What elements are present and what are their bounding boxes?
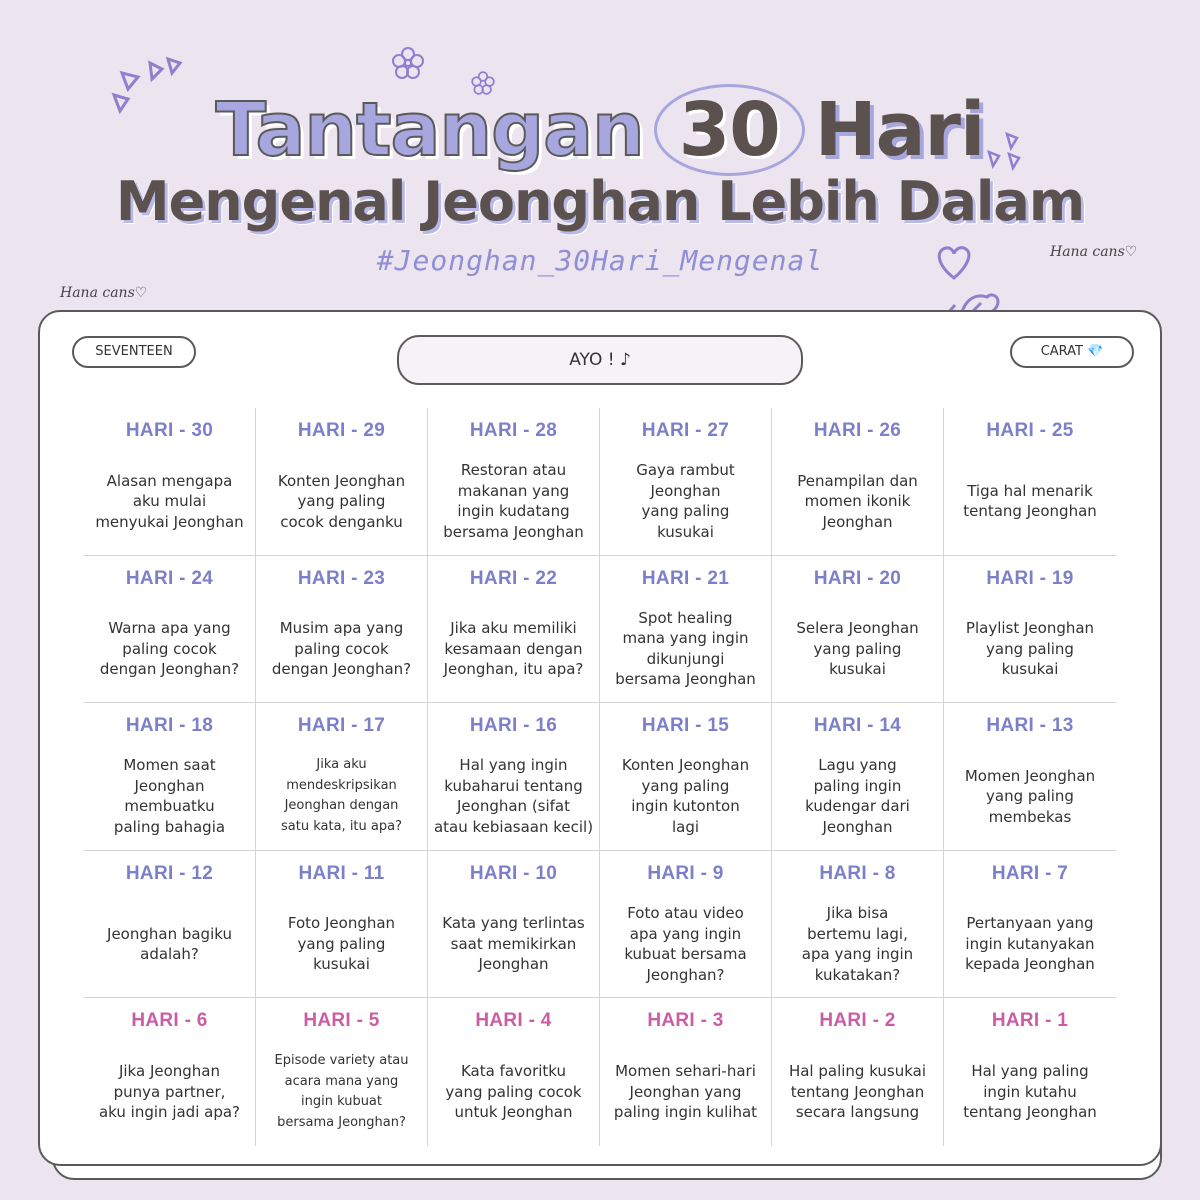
day-cell <box>944 998 1116 1146</box>
day-label: HARI - 5 <box>303 1010 380 1032</box>
day-cell <box>600 851 772 999</box>
day-prompt: Gaya rambut Jeonghan yang paling kusukai <box>636 461 735 541</box>
day-cell <box>772 998 944 1146</box>
title-part-1: Tantangan <box>215 87 644 173</box>
day-cell <box>600 998 772 1146</box>
day-prompt: Spot healing mana yang ingin dikunjungi bersama Jeonghan <box>615 608 756 689</box>
day-label: HARI - 8 <box>819 862 896 884</box>
day-cell <box>428 408 600 556</box>
challenge-grid <box>84 408 1116 1146</box>
day-cell <box>944 851 1116 999</box>
day-cell <box>772 556 944 704</box>
day-cell <box>256 703 428 851</box>
day-label: HARI - 3 <box>647 1010 724 1032</box>
day-prompt: Kata yang terlintas saat memikirkan Jeonghan <box>442 914 585 974</box>
day-cell <box>772 408 944 556</box>
day-label: HARI - 28 <box>469 420 558 441</box>
day-label: HARI - 11 <box>298 862 385 884</box>
day-cell <box>944 408 1116 556</box>
day-label: HARI - 13 <box>986 715 1074 737</box>
day-label: HARI - 16 <box>469 715 558 737</box>
day-prompt: Lagu yang paling ingin kudengar dari Jeonghan <box>805 756 910 836</box>
day-cell <box>428 556 600 704</box>
day-cell <box>84 851 256 999</box>
day-cell <box>600 408 772 556</box>
ayo-pill: AYO ! ♪ <box>397 335 803 385</box>
day-cell <box>256 998 428 1146</box>
day-label: HARI - 10 <box>469 862 558 884</box>
day-prompt: Pertanyaan yang ingin kutanyakan kepada Jeonghan <box>965 914 1095 974</box>
day-cell <box>944 703 1116 851</box>
day-cell <box>256 408 428 556</box>
day-label: HARI - 23 <box>297 567 386 589</box>
day-label: HARI - 29 <box>297 420 386 441</box>
day-label: HARI - 15 <box>641 715 730 737</box>
day-prompt: Musim apa yang paling cocok dengan Jeonghan? <box>271 619 412 679</box>
day-prompt: Tiga hal menarik tentang Jeonghan <box>963 481 1097 521</box>
day-cell <box>256 851 428 999</box>
day-label: HARI - 24 <box>125 567 214 589</box>
day-label: HARI - 25 <box>986 420 1074 441</box>
seventeen-pill: SEVENTEEN <box>72 336 196 368</box>
day-cell <box>84 408 256 556</box>
day-label: HARI - 2 <box>819 1010 896 1032</box>
day-label: HARI - 27 <box>641 420 730 441</box>
signature-right: Hana cans♡ <box>1050 244 1138 260</box>
day-prompt: Penampilan dan momen ikonik Jeonghan <box>797 471 918 531</box>
day-cell <box>600 703 772 851</box>
day-label: HARI - 30 <box>125 420 214 441</box>
day-cell <box>84 703 256 851</box>
day-label: HARI - 21 <box>641 567 730 589</box>
day-label: HARI - 4 <box>475 1010 552 1032</box>
title-line-2: Mengenal Jeonghan Lebih Dalam <box>115 170 1085 233</box>
title-part-2: Hari <box>814 87 985 173</box>
title-number: 30 <box>654 84 805 176</box>
day-cell <box>428 851 600 999</box>
day-cell <box>944 556 1116 704</box>
day-prompt: Alasan mengapa aku mulai menyukai Jeonghan <box>95 471 244 531</box>
day-label: HARI - 6 <box>131 1010 208 1032</box>
day-cell <box>428 998 600 1146</box>
day-prompt: Konten Jeonghan yang paling cocok denganku <box>277 471 406 531</box>
signature-left: Hana cans♡ <box>60 285 148 301</box>
day-prompt: Foto atau video apa yang ingin kubuat bersama Jeonghan? <box>624 904 747 984</box>
day-prompt: Hal yang ingin kubaharui tentang Jeonghan (sifat atau kebiasaan kecil) <box>433 756 594 836</box>
day-prompt: Episode variety atau acara mana yang ingin kubuat bersama Jeonghan? <box>274 1053 409 1130</box>
day-label: HARI - 18 <box>125 715 214 737</box>
hashtag: #Jeonghan_30Hari_Mengenal <box>376 244 824 277</box>
day-prompt: Momen sehari-hari Jeonghan yang paling ingin kulihat <box>613 1062 758 1122</box>
day-prompt: Jika bisa bertemu lagi, apa yang ingin kukatakan? <box>801 904 914 984</box>
day-cell <box>600 556 772 704</box>
day-cell <box>772 703 944 851</box>
day-label: HARI - 19 <box>986 567 1074 589</box>
carat-pill: CARAT 💎 <box>1010 336 1134 368</box>
day-label: HARI - 12 <box>125 862 214 884</box>
day-prompt: Foto Jeonghan yang paling kusukai <box>287 914 396 974</box>
day-label: HARI - 7 <box>991 862 1069 884</box>
day-label: HARI - 22 <box>469 567 558 589</box>
day-prompt: Selera Jeonghan yang paling kusukai <box>796 619 919 679</box>
day-cell <box>772 851 944 999</box>
day-cell <box>428 703 600 851</box>
day-label: HARI - 9 <box>647 862 724 884</box>
day-prompt: Momen Jeonghan yang paling membekas <box>964 766 1096 826</box>
day-prompt: Jika aku memiliki kesamaan dengan Jeonghan, itu apa? <box>443 619 584 679</box>
day-prompt: Jika aku mendeskripsikan Jeonghan dengan satu kata, itu apa? <box>281 757 402 834</box>
day-prompt: Jika Jeonghan punya partner, aku ingin jadi apa? <box>98 1062 240 1122</box>
day-prompt: Jeonghan bagiku adalah? <box>107 924 232 964</box>
day-prompt: Restoran atau makanan yang ingin kudatang bersama Jeonghan <box>443 461 584 541</box>
title-line-1 <box>0 84 1200 176</box>
day-cell <box>84 998 256 1146</box>
day-label: HARI - 1 <box>991 1010 1069 1032</box>
day-label: HARI - 20 <box>813 567 902 589</box>
day-prompt: Playlist Jeonghan yang paling kusukai <box>965 619 1095 679</box>
day-label: HARI - 17 <box>297 715 386 737</box>
day-prompt: Warna apa yang paling cocok dengan Jeonghan? <box>99 619 240 679</box>
day-prompt: Momen saat Jeonghan membuatku paling bahagia <box>113 756 226 836</box>
day-prompt: Kata favoritku yang paling cocok untuk Jeonghan <box>445 1062 582 1122</box>
flower-icon <box>390 45 426 81</box>
day-prompt: Hal paling kusukai tentang Jeonghan secara langsung <box>788 1062 927 1122</box>
day-prompt: Hal yang paling ingin kutahu tentang Jeonghan <box>963 1062 1097 1122</box>
day-label: HARI - 26 <box>813 420 902 441</box>
day-cell <box>256 556 428 704</box>
day-prompt: Konten Jeonghan yang paling ingin kutonton lagi <box>621 756 750 836</box>
day-cell <box>84 556 256 704</box>
day-label: HARI - 14 <box>813 715 902 737</box>
